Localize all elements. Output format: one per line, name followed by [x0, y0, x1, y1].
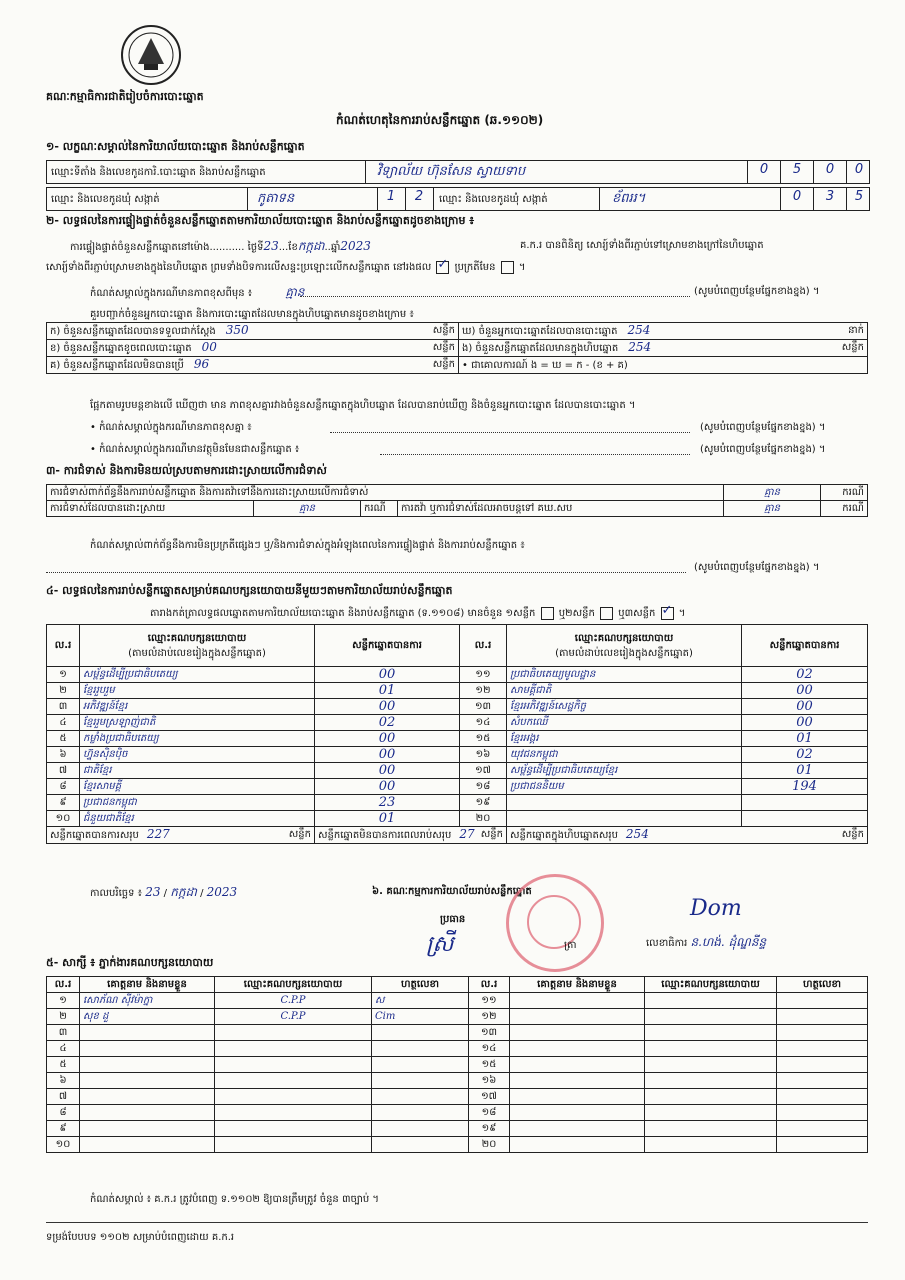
witness-party	[645, 1137, 777, 1153]
seal-yes-label: ប្រក្រតីមែន	[454, 262, 496, 273]
ballot-in-box-cell: ង) ចំនួនសន្លឹកឆ្នោតដែលមានក្នុងហិបឆ្នោត 254 សន្លឹក	[459, 340, 868, 357]
seal-no-checkbox[interactable]	[501, 261, 514, 274]
party-name: ខ្មែរសាមគ្គី	[80, 779, 315, 795]
witness-name	[80, 1137, 215, 1153]
witness-row	[47, 1041, 868, 1057]
witness-row	[47, 1073, 868, 1089]
one-sheet-checkbox[interactable]	[541, 607, 554, 620]
col-votes: សន្លឹកឆ្នោតបានការ	[315, 625, 460, 667]
witness-row	[47, 1025, 868, 1041]
commune-code-digit: 3	[825, 189, 835, 204]
witness-name	[80, 1057, 215, 1073]
witness-party	[645, 1089, 777, 1105]
difference-note-label: កំណត់សម្គាល់ក្នុងករណីមានភាពខុសពីមុន ៖	[90, 288, 253, 299]
footer-text: ទម្រង់បែបបទ ១១០២ សម្រាប់បំពេញដោយ គ.ក.រ	[46, 1232, 235, 1243]
location-value: វិទ្យាល័យ ហ៊ុនសែន ស្វាយទាប	[377, 164, 526, 179]
witness-no: ១១	[469, 993, 510, 1009]
ballot-subheading: គួរបញ្ជាក់ចំនួនអ្នកបោះឆ្នោត និងការបោះឆ្នោតដែលមានក្នុងហិបឆ្នោតមានដូចខាងក្រោម ៖	[90, 309, 414, 320]
witness-no: ១៩	[469, 1121, 510, 1137]
party-name: ខ្មែររួបរួម	[80, 683, 315, 699]
commune-label: ឈ្មោះ និងលេខកូដឃុំ សង្កាត់	[439, 194, 548, 205]
witness-name	[510, 1009, 645, 1025]
witness-party	[215, 1057, 372, 1073]
verification-year-prefix: ..ឆ្នាំ	[324, 242, 341, 253]
party-no: ១៩	[460, 795, 507, 811]
section5-title: ៥- សាក្សី ៖ ភ្នាក់ងារគណបក្សនយោបាយ	[46, 956, 214, 969]
party-no: ៥	[47, 731, 80, 747]
witness-party	[645, 1073, 777, 1089]
province-label: ឈ្មោះ និងលេខកូដឃុំ សង្កាត់	[51, 194, 160, 205]
bullet-foreign-line	[380, 454, 690, 455]
ballot-unused-cell: គ) ចំនួនសន្លឹកឆ្នោតដែលមិនបានប្រើ 96 សន្លឹក	[47, 357, 459, 374]
party-name: សម្ព័ន្ធដើម្បីប្រជាធិបតេយ្យ	[80, 667, 315, 683]
witness-no: ១៥	[469, 1057, 510, 1073]
bullet-difference-line	[330, 432, 690, 433]
witness-name	[80, 1073, 215, 1089]
witness-name	[80, 1105, 215, 1121]
sum-valid-cell: សន្លឹកឆ្នោតបានការសរុប 227 សន្លឹក	[47, 827, 315, 844]
witness-name	[510, 993, 645, 1009]
witness-signature	[777, 1057, 868, 1073]
col-party-right: ឈ្មោះគណបក្សនយោបាយ (តាមលំដាប់លេខរៀងក្នុងសន្លឹកឆ្នោត)	[507, 625, 742, 667]
three-sheet-checkbox[interactable]	[661, 607, 674, 620]
witness-no: ៩	[47, 1121, 80, 1137]
witness-party	[645, 1041, 777, 1057]
station-code-digit: 0	[825, 162, 835, 177]
commune-code-digit: 5	[854, 189, 864, 204]
results-table	[46, 624, 868, 844]
witness-note: កំណត់សម្គាល់ ៖ គ.ក.រ ត្រូវបំពេញ ទ.១១០២ ឱ្យបានត្រឹមត្រូវ ចំនួន ៣ច្បាប់ ។	[90, 1194, 379, 1205]
result-sheet-line: តារាងកត់ត្រាលទ្ធផលឆ្នោតតាមការិយាល័យបោះឆ្នោត និងរាប់សន្លឹកឆ្នោត (ទ.១១០៨) មានចំនួន ១សន្លឹក ឬ២សន្លឹក ឬ៣សន្លឹក ✓ ។	[150, 606, 685, 621]
col-party: ឈ្មោះគណបក្សនយោបាយ (តាមលំដាប់លេខរៀងក្នុងសន្លឹកឆ្នោត)	[80, 625, 315, 667]
party-name	[507, 811, 742, 827]
results-row	[47, 715, 868, 731]
witness-row	[47, 993, 868, 1009]
bullet-difference-tail: (សូមបំពេញបន្ថែមផ្នែកខាងខ្នង) ។	[700, 422, 826, 433]
witness-name	[80, 1041, 215, 1057]
objection-note-tail: (សូមបំពេញបន្ថែមផ្នែកខាងខ្នង) ។	[694, 562, 820, 573]
formula-cell: • ជាគោលការណ៍ ង = ឃ = ក - (ខ + គ)	[459, 357, 868, 374]
form-title: កំណត់ហេតុនៃការរាប់សន្លឹកឆ្នោត (ឆ.១១០២)	[336, 113, 544, 127]
party-name: អភិវឌ្ឍន៍ខ្មែរ	[80, 699, 315, 715]
objection-note: កំណត់សម្គាល់ពាក់ព័ន្ធនឹងការមិនប្រក្រតីផ្សេងៗ ឬ/និងការជំទាស់ក្នុងអំឡុងពេលនៃការផ្ទៀងផ្ទាត់ និងការរាប់សន្លឹកឆ្នោត ៖	[90, 540, 525, 551]
party-name: យុវជនកម្ពុជា	[507, 747, 742, 763]
witness-name	[510, 1041, 645, 1057]
witness-signature	[777, 1105, 868, 1121]
results-row	[47, 747, 868, 763]
sum-invalid-cell: សន្លឹកឆ្នោតមិនបានការពេលរាប់សរុប 27 សន្លឹក	[315, 827, 507, 844]
objection-row1-case: ករណី	[821, 485, 868, 501]
witness-party	[645, 1025, 777, 1041]
witness-name	[510, 1105, 645, 1121]
difference-note-line	[300, 296, 690, 297]
witness-col-sign: ហត្ថលេខា	[372, 977, 469, 993]
party-no: ១៣	[460, 699, 507, 715]
witness-party	[215, 1025, 372, 1041]
witness-party	[215, 1105, 372, 1121]
witness-col-no-right: ល.រ	[469, 977, 510, 993]
party-votes: 01	[742, 763, 868, 779]
difference-note-tail: (សូមបំពេញបន្ថែមផ្នែកខាងខ្នង) ។	[694, 286, 820, 297]
witness-signature	[777, 1089, 868, 1105]
party-name: ខ្មែរអភិវឌ្ឍន៍សេដ្ឋកិច្ច	[507, 699, 742, 715]
objection-appeal-label: ការតវ៉ា ឬការជំទាស់ដែលអាចបន្តទៅ គឃ.សប	[398, 501, 724, 517]
party-votes: 01	[315, 811, 460, 827]
witness-signature	[372, 1057, 469, 1073]
party-no: ១	[47, 667, 80, 683]
witness-signature	[777, 1041, 868, 1057]
party-votes: 00	[742, 683, 868, 699]
witness-no: ៥	[47, 1057, 80, 1073]
nec-logo	[120, 24, 182, 86]
witness-party	[215, 1041, 372, 1057]
objection-row2-case: ករណី	[361, 501, 398, 517]
chair-signature: ស្រី	[426, 932, 454, 957]
party-name: សំបកឈើ	[507, 715, 742, 731]
party-votes: 00	[315, 779, 460, 795]
objection-appeal-case: ករណី	[821, 501, 868, 517]
ballot-received-cell: ក) ចំនួនសន្លឹកឆ្នោតដែលបានទទួលជាក់ស្តែង 350 សន្លឹក	[47, 323, 459, 340]
difference-note-value: គ្មាន	[285, 285, 305, 299]
witness-col-no: ល.រ	[47, 977, 80, 993]
witness-no: ១៦	[469, 1073, 510, 1089]
witness-party	[645, 1009, 777, 1025]
party-no: ២០	[460, 811, 507, 827]
location-label: ឈ្មោះទីតាំង និងលេខកូដការិ.បោះឆ្នោត និងរាប់សន្លឹកឆ្នោត	[51, 167, 266, 178]
witness-party	[215, 1073, 372, 1089]
seal-yes-checkbox[interactable]	[436, 261, 449, 274]
difference-note	[90, 284, 304, 302]
verification-line	[70, 238, 371, 256]
witness-row	[47, 1009, 868, 1025]
difference-check-line: ផ្អែកតាមរូបមន្តខាងលើ ឃើញថា មាន ភាពខុសគ្នារវាងចំនួនសន្លឹកឆ្នោតក្នុងហិបឆ្នោត ដែលបានរាប់ឃើញ និងចំនួនអ្នកបោះឆ្នោត ដែលបានបោះឆ្នោត ។	[90, 400, 636, 411]
witness-name: សោភ័ណ ស៊ីវម៉ាក្នា	[80, 993, 215, 1009]
party-votes: 02	[742, 747, 868, 763]
party-no: ៩	[47, 795, 80, 811]
party-no: ១៥	[460, 731, 507, 747]
party-votes: 00	[315, 731, 460, 747]
party-name: សម្ព័ន្ធដើម្បីប្រជាធិបតេយ្យខ្មែរ	[507, 763, 742, 779]
witness-signature	[777, 1121, 868, 1137]
witness-party	[215, 1121, 372, 1137]
witness-col-name: គោត្តនាម និងនាមខ្លួន	[80, 977, 215, 993]
witness-no: ៨	[47, 1105, 80, 1121]
station-code-digit: 0	[854, 162, 864, 177]
party-votes: 00	[315, 763, 460, 779]
party-votes: 00	[742, 699, 868, 715]
witness-no: ១០	[47, 1137, 80, 1153]
verification-text: ការផ្ទៀងផ្ទាត់ចំនួនសន្លឹកឆ្នោតនៅម៉ោង........... ថ្ងៃទី	[70, 242, 264, 253]
witness-row	[47, 1105, 868, 1121]
witness-no: ៣	[47, 1025, 80, 1041]
party-votes: 00	[742, 715, 868, 731]
results-row	[47, 699, 868, 715]
witness-row	[47, 1089, 868, 1105]
witness-signature	[777, 1073, 868, 1089]
party-no: ១១	[460, 667, 507, 683]
witness-no: ១៤	[469, 1041, 510, 1057]
witness-name	[510, 1137, 645, 1153]
ballot-spoiled-cell: ខ) ចំនួនសន្លឹកឆ្នោតខូចពេលបោះឆ្នោត 00 សន្លឹក	[47, 340, 459, 357]
witness-row	[47, 1057, 868, 1073]
party-votes: 00	[315, 747, 460, 763]
party-no: ១៧	[460, 763, 507, 779]
party-name: ហ្វ៊ុនស៊ិនប៉ិច	[80, 747, 315, 763]
witness-party	[645, 993, 777, 1009]
witness-name	[510, 1073, 645, 1089]
results-row	[47, 811, 868, 827]
col-no: ល.រ	[47, 625, 80, 667]
station-code-digit: 0	[759, 162, 769, 177]
official-stamp	[506, 874, 604, 972]
voters-cell: ឃ) ចំនួនអ្នកបោះឆ្នោតដែលបានបោះឆ្នោត 254 នាក់	[459, 323, 868, 340]
witness-party: C.P.P	[215, 993, 372, 1009]
stamp-label: ត្រា	[564, 940, 577, 951]
emblem-icon	[120, 24, 182, 86]
witness-no: ៧	[47, 1089, 80, 1105]
bullet-foreign-tail: (សូមបំពេញបន្ថែមផ្នែកខាងខ្នង) ។	[700, 444, 826, 455]
party-name	[507, 795, 742, 811]
verification-year: 2023	[340, 239, 371, 253]
witness-signature	[777, 1025, 868, 1041]
witness-col-party-right: ឈ្មោះគណបក្សនយោបាយ	[645, 977, 777, 993]
objection-note-line	[46, 572, 686, 573]
witness-no: ៦	[47, 1073, 80, 1089]
party-name: ជំនួយជាតិខ្មែរ	[80, 811, 315, 827]
seal-text: សោរ្យ៍ទាំងពីរភ្ជាប់ស្រោមខាងក្នុងនៃហិបឆ្នោត ព្រមទាំងបិទការលើសន្ទះប្រឡោះលើកសន្លឹកឆ្នោត នៅរងផល	[46, 262, 432, 273]
witness-col-party: ឈ្មោះគណបក្សនយោបាយ	[215, 977, 372, 993]
witness-signature	[777, 1137, 868, 1153]
witness-signature	[372, 1041, 469, 1057]
witness-party	[215, 1137, 372, 1153]
section4-title: ៤- លទ្ធផលនៃការរាប់សន្លឹកឆ្នោតសម្រាប់គណបក្សនយោបាយនីមួយៗតាមការិយាល័យរាប់សន្លឹកឆ្នោត	[46, 584, 453, 597]
verification-month: កក្កដា	[297, 239, 325, 253]
witness-name	[510, 1025, 645, 1041]
results-row	[47, 731, 868, 747]
secretary-signature: Dom	[690, 896, 742, 921]
witness-row	[47, 1137, 868, 1153]
station-code-digit: 5	[792, 162, 802, 177]
party-votes	[742, 811, 868, 827]
objection-appeal-value: គ្មាន	[724, 501, 821, 517]
section1-title: ១- លក្ខណៈសម្គាល់នៃការិយាល័យបោះឆ្នោត និងរាប់សន្លឹកឆ្នោត	[46, 140, 305, 153]
party-votes: 194	[742, 779, 868, 795]
party-name: ប្រជាធិបតេយ្យមូលដ្ឋាន	[507, 667, 742, 683]
party-votes	[742, 795, 868, 811]
witness-signature	[372, 1089, 469, 1105]
witness-no: ១	[47, 993, 80, 1009]
witness-party	[645, 1121, 777, 1137]
witness-signature: Cim	[372, 1009, 469, 1025]
results-row	[47, 683, 868, 699]
sum-total-cell: សន្លឹកឆ្នោតក្នុងហិបឆ្នោតសរុប 254 សន្លឹក	[507, 827, 868, 844]
witness-no: ១៨	[469, 1105, 510, 1121]
results-row	[47, 795, 868, 811]
witness-name	[510, 1121, 645, 1137]
witness-signature	[777, 1009, 868, 1025]
party-no: ៦	[47, 747, 80, 763]
party-votes: 01	[315, 683, 460, 699]
witness-signature	[372, 1025, 469, 1041]
org-name: គណៈកម្មាធិការជាតិរៀបចំការបោះឆ្នោត	[46, 90, 204, 103]
party-no: ១២	[460, 683, 507, 699]
party-no: ៣	[47, 699, 80, 715]
party-no: ១០	[47, 811, 80, 827]
results-row	[47, 763, 868, 779]
results-row	[47, 779, 868, 795]
party-votes: 01	[742, 731, 868, 747]
commune-code-digit: 0	[792, 189, 802, 204]
chair-label: ប្រធាន	[440, 914, 466, 925]
province-code-digit: 1	[386, 189, 396, 204]
witness-name	[80, 1089, 215, 1105]
witness-table	[46, 976, 868, 1153]
objection-row2-value: គ្មាន	[254, 501, 361, 517]
bullet-foreign: • កំណត់សម្គាល់ក្នុងករណីមានវត្ថុមិនមែនជាសន្លឹកឆ្នោត ៖	[90, 444, 300, 455]
witness-name	[80, 1025, 215, 1041]
verification-tail: គ.ក.រ បានពិនិត្យ សោរ្យ៍ទាំងពីរភ្ជាប់ទៅស្រោមខាងក្រៅនៃហិបឆ្នោត	[520, 240, 764, 251]
party-votes: 02	[742, 667, 868, 683]
party-votes: 00	[315, 699, 460, 715]
ballot-count-table	[46, 322, 868, 374]
witness-name	[510, 1057, 645, 1073]
secretary-line: លេខាធិការ ន.ហង់. ដុំណ្ឌនីន្ទ	[646, 935, 767, 949]
objection-row1-label: ការជំទាស់ពាក់ព័ន្ធនឹងការរាប់សន្លឹកឆ្នោត និងការតវ៉ាទៅនឹងការដោះស្រាយលើការជំទាស់	[47, 485, 724, 501]
objection-row1-value: គ្មាន	[724, 485, 821, 501]
witness-signature	[372, 1137, 469, 1153]
party-no: ១៤	[460, 715, 507, 731]
party-name: ជាតិខ្មែរ	[80, 763, 315, 779]
party-name: កម្លាំងប្រជាធិបតេយ្យ	[80, 731, 315, 747]
witness-signature: ស	[372, 993, 469, 1009]
witness-party	[645, 1105, 777, 1121]
witness-name	[510, 1089, 645, 1105]
witness-name	[80, 1121, 215, 1137]
province-value: កូតាទន	[257, 191, 295, 206]
witness-no: ២០	[469, 1137, 510, 1153]
party-name: សាមគ្គីជាតិ	[507, 683, 742, 699]
witness-row	[47, 1121, 868, 1137]
witness-party	[215, 1089, 372, 1105]
party-votes: 02	[315, 715, 460, 731]
witness-name: សុខ ដួ	[80, 1009, 215, 1025]
witness-signature	[372, 1073, 469, 1089]
two-sheet-checkbox[interactable]	[600, 607, 613, 620]
section1-row1	[46, 160, 870, 184]
section3-title: ៣- ការជំទាស់ និងការមិនយល់ស្របតាមការដោះស្រាយលើការជំទាស់	[46, 464, 327, 477]
party-no: ២	[47, 683, 80, 699]
witness-party	[645, 1057, 777, 1073]
witness-signature	[372, 1121, 469, 1137]
verification-month-prefix: ...ខែ	[278, 242, 298, 253]
party-name: ខ្មែរអង្គរ	[507, 731, 742, 747]
signing-date: កាលបរិច្ឆេទ ៖ 23 / កក្កដា / 2023	[90, 885, 238, 899]
province-code-digit: 2	[414, 189, 424, 204]
witness-signature	[372, 1105, 469, 1121]
witness-no: ១៣	[469, 1025, 510, 1041]
objection-row2-label: ការជំទាស់ដែលបានដោះស្រាយ	[47, 501, 254, 517]
witness-no: ៤	[47, 1041, 80, 1057]
footer-divider	[46, 1222, 868, 1223]
committee-label: ៦. គណៈកម្មការការិយាល័យរាប់សន្លឹកឆ្នោត	[372, 886, 532, 897]
witness-no: ១២	[469, 1009, 510, 1025]
party-no: ១៦	[460, 747, 507, 763]
section2-title: ២- លទ្ធផលនៃការផ្ទៀងផ្ទាត់ចំនួនសន្លឹកឆ្នោតតាមការិយាល័យបោះឆ្នោត និងរាប់សន្លឹកឆ្នោតដូចខាងក្រោម ៖	[46, 214, 475, 227]
party-no: ៤	[47, 715, 80, 731]
party-no: ៨	[47, 779, 80, 795]
col-no-right: ល.រ	[460, 625, 507, 667]
party-name: ប្រជាជននិយម	[507, 779, 742, 795]
objection-table	[46, 484, 868, 517]
section1-row2	[46, 187, 870, 211]
party-votes: 23	[315, 795, 460, 811]
bullet-difference: • កំណត់សម្គាល់ក្នុងករណីមានភាពខុសគ្នា ៖	[90, 422, 252, 433]
commune-value: ខ័ពររ។	[612, 191, 646, 206]
results-row	[47, 667, 868, 683]
col-votes-right: សន្លឹកឆ្នោតបានការ	[742, 625, 868, 667]
verification-day: 23	[263, 239, 279, 253]
party-name: ខ្មែររួមស្រឡាញ់ជាតិ	[80, 715, 315, 731]
party-no: ៧	[47, 763, 80, 779]
witness-col-sign-right: ហត្ថលេខា	[777, 977, 868, 993]
party-no: ១៨	[460, 779, 507, 795]
witness-signature	[777, 993, 868, 1009]
party-name: ប្រជាជនកម្ពុជា	[80, 795, 315, 811]
party-votes: 00	[315, 667, 460, 683]
seal-line: សោរ្យ៍ទាំងពីរភ្ជាប់ស្រោមខាងក្នុងនៃហិបឆ្នោត ព្រមទាំងបិទការលើសន្ទះប្រឡោះលើកសន្លឹកឆ្នោត នៅរងផល ✓ ប្រក្រតីមែន ។	[46, 260, 525, 275]
witness-party: C.P.P	[215, 1009, 372, 1025]
witness-col-name-right: គោត្តនាម និងនាមខ្លួន	[510, 977, 645, 993]
witness-no: ១៧	[469, 1089, 510, 1105]
witness-no: ២	[47, 1009, 80, 1025]
